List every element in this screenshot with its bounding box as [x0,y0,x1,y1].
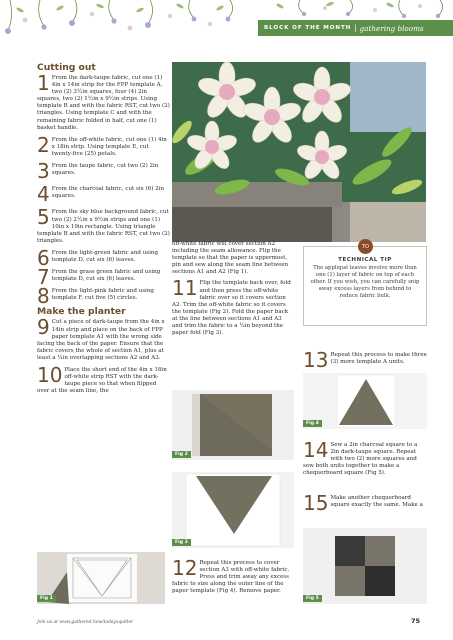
figure-4-label: Fig 4 [303,420,322,427]
tip-text: The appliqué leaves involve more than one (1) layer of fabric on top of each other. If you wish, you can carefully snip away excess layers from behind to reduce fabric bulk. [310,265,420,299]
step-number: 7 [37,265,50,290]
step-number: 10 [37,363,63,387]
step-number: 9 [37,315,50,340]
step-text: Make another chequerboard square exactly the same. Make a [330,495,423,509]
step-number: 13 [303,348,329,372]
middle-column [172,241,292,342]
figure-4 [303,373,427,429]
step-number: 2 [37,132,50,157]
block-of-month-label: BLOCK OF THE MONTH [264,25,352,31]
step-5 [37,205,170,244]
step-number: 5 [37,205,50,230]
step-text: From the sky blue background fabric, cut two (2) 2½in x 9½in strips and one (1) 10in x 19in rectangle. Using triangle template B and with the fabric RST, cut two (2) triangles. [37,209,170,244]
quilt-block-photo [172,62,426,242]
step-number: 15 [303,491,329,515]
step-text: From the taupe fabric, cut two (2) 2in squares. [51,163,159,177]
tip-badge: TO [358,239,373,254]
step-10-continued: off-white fabric will cover section A2 including the seam allowance. Flip the template so that the paper is uppermost, pin and sew along the seam line between sections A1 and A2 (Fig 1). [172,241,289,276]
step-3 [37,159,170,184]
step-number: 8 [37,284,50,309]
step-11 [172,276,292,337]
step-1 [37,71,170,132]
series-title: gathering blooms [359,23,424,33]
step-text: From the light-pink fabric and using template F, cut five (5) circles. [51,288,154,302]
figure-3-label: Fig 3 [172,539,191,546]
step-number: 4 [37,182,50,207]
step-14 [303,438,427,477]
step-2 [37,132,170,158]
step-text: Repeat this process to cover section A3 with off-white fabric. Press and trim away any excess fabric to size along the outer line of the paper template (Fig 4). Remove paper. [172,560,290,595]
figure-1-label: Fig 1 [37,595,56,602]
figure-5-label: Fig 5 [303,595,322,602]
step-text: From the grass green fabric and using template D, cut six (6) leaves. [51,269,161,283]
step-number: 6 [37,245,50,270]
step-text: Place the short end of the 4in x 18in off-white strip RST with the dark-taupe piece so that when flipped over at the seam line, the [37,367,167,395]
step-text: Repeat this process to make three (3) more template A units. [330,352,427,366]
footer-text: Join us at www.gathered.how/todaysquilter [37,620,134,625]
step-text: From the light-green fabric and using template D, cut six (6) leaves. [51,249,159,263]
step-12 [172,556,294,595]
step-10 [37,363,170,395]
cutting-out-heading: Cutting out [37,62,96,73]
figure-2-label: Fig 2 [172,451,191,458]
make-planter-heading: Make the planter [37,306,126,318]
step-number: 12 [172,556,198,580]
figure-1 [37,552,165,604]
step-number: 3 [37,159,50,184]
header-separator: | [354,24,357,32]
step-7 [37,265,170,290]
figure-3 [172,472,294,548]
step-text: From the charcoal fabric, cut six (6) 2in squares. [51,186,165,200]
step-9 [37,315,170,362]
step-number: 14 [303,438,329,462]
figure-5 [303,528,427,604]
step-text: Cut a piece of dark-taupe from the 4in x 14in strip and place on the back of FPP paper template A1 with the wrong side facing the back of the paper. Ensure that the fabric covers the whole of section A1, plus at least a ¼in overlapping sections A2 and A3. [37,319,165,361]
step-4 [37,182,170,207]
step-number: 11 [172,276,198,301]
step-6 [37,245,170,270]
tip-title: TECHNICAL TIP [338,257,392,263]
step-text: From the dark-taupe fabric, cut one (1) 4in x 14in strip for the FPP template A, two (2) 3½in squares, four (4) 2in squares, two (2) 1½in x 9½in strips. Using template B and with the fabric RST, cut two (2) triangles. Using template C and with the remaining fabric folded in half, cut one (1) basket handle. [37,75,170,131]
step-text: Sew a 2in charcoal square to a 2in dark-taupe square. Repeat with two (2) more squares and sew both units together to make a chequerboard square (Fig 5). [303,442,418,477]
step-number: 1 [37,71,50,95]
step-15 [303,491,427,515]
step-text: From the off-white fabric, cut one (1) 4in x 18in strip. Using template E, cut twenty-five (25) petals. [51,136,167,157]
figure-2 [172,390,294,460]
header-banner [258,20,453,36]
left-column [37,62,170,400]
step-text: Flip the template back over, fold and then press the off-white fabric over so it covers section A2. Trim the off-white fabric so it covers the template (Fig 2). Fold the paper back at the line between sections A1 and A3 and trim the fabric to a ¼in beyond the paper fold (Fig 3). [172,280,291,337]
step-8 [37,284,170,309]
step-13 [303,348,427,372]
page-number: 75 [411,617,421,625]
technical-tip-box [303,243,427,326]
